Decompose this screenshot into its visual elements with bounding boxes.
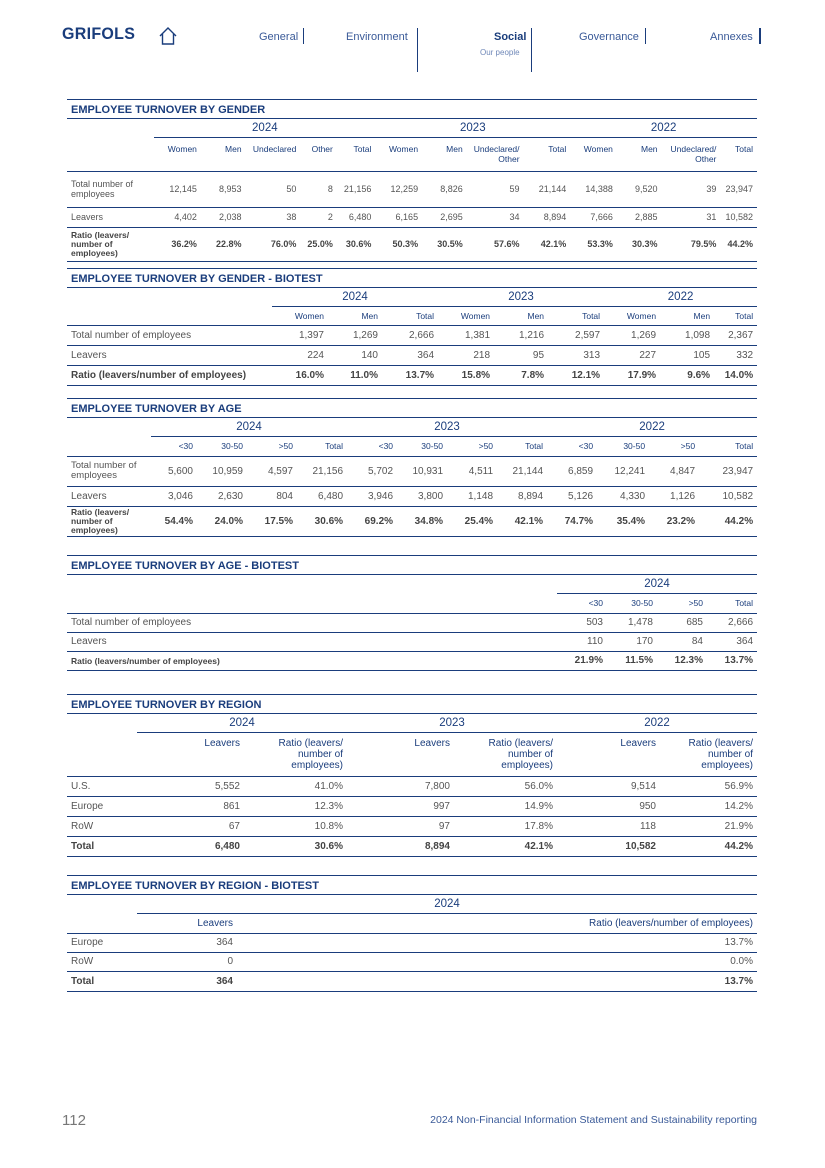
col-header: Women [272, 306, 328, 325]
cell: 21,144 [497, 456, 547, 486]
cell: 12,241 [597, 456, 649, 486]
nav-general[interactable]: General [259, 31, 299, 43]
table-row [67, 486, 757, 506]
cell: 313 [548, 345, 604, 365]
col-header: <30 [347, 436, 397, 456]
cell: 30.6% [244, 836, 347, 856]
year-header: 2024 [557, 575, 757, 593]
cell: 13.7% [382, 365, 438, 385]
footer-title: 2024 Non-Financial Information Statement and Sustainability reporting [430, 1114, 757, 1126]
cell: 56.0% [454, 776, 557, 796]
col-header: <30 [151, 436, 197, 456]
col-header: 30-50 [197, 436, 247, 456]
cell: 1,126 [649, 486, 699, 506]
row-label: Ratio (leavers/number of employees) [67, 651, 557, 670]
cell: 6,859 [547, 456, 597, 486]
cell: 21,156 [337, 171, 376, 207]
cell: 685 [657, 613, 707, 632]
cell: 14.0% [714, 365, 757, 385]
cell: 9,514 [557, 776, 660, 796]
cell: 2,695 [422, 207, 467, 227]
grifols-logo[interactable]: GRIFOLS [62, 25, 136, 44]
cell: 0.0% [237, 952, 757, 971]
row-label: RoW [67, 952, 137, 971]
cell: 4,597 [247, 456, 297, 486]
cell: 12,259 [375, 171, 422, 207]
col-header: Ratio (leavers/ number of employees) [454, 732, 557, 776]
nav-separator [417, 28, 418, 72]
region-biotest-table [67, 895, 757, 992]
section-turnover-gender [67, 99, 757, 262]
year-header: 2024 [137, 714, 347, 732]
year-header: 2022 [547, 418, 757, 436]
col-header: Total [707, 593, 757, 613]
year-header: 2023 [438, 288, 604, 306]
cell: 84 [657, 632, 707, 651]
cell: 25.0% [300, 227, 337, 261]
gender-biotest-table [67, 288, 757, 386]
table-row [67, 933, 757, 952]
cell: 0 [137, 952, 237, 971]
col-header: Men [422, 137, 467, 171]
cell: 13.7% [707, 651, 757, 670]
cell: 12.3% [657, 651, 707, 670]
cell: 30.6% [337, 227, 376, 261]
col-header: Total [382, 306, 438, 325]
home-icon[interactable] [158, 26, 178, 46]
table-row [67, 227, 757, 261]
section-title: EMPLOYEE TURNOVER BY REGION [67, 694, 757, 714]
cell: 861 [137, 796, 244, 816]
cell: 503 [557, 613, 607, 632]
cell: 4,330 [597, 486, 649, 506]
nav-social-sub[interactable]: Our people [480, 48, 520, 57]
section-turnover-region-biotest [67, 875, 757, 992]
table-row [67, 456, 757, 486]
year-header: 2023 [375, 119, 570, 137]
cell: 140 [328, 345, 382, 365]
cell: 364 [137, 933, 237, 952]
cell: 5,552 [137, 776, 244, 796]
section-title: EMPLOYEE TURNOVER BY GENDER - BIOTEST [67, 268, 757, 288]
cell: 14.2% [660, 796, 757, 816]
col-header: 30-50 [607, 593, 657, 613]
col-header: Men [660, 306, 714, 325]
cell: 10,582 [699, 486, 757, 506]
cell: 6,480 [337, 207, 376, 227]
col-header: <30 [547, 436, 597, 456]
row-label: Europe [67, 933, 137, 952]
cell: 2 [300, 207, 337, 227]
section-title: EMPLOYEE TURNOVER BY REGION - BIOTEST [67, 875, 757, 895]
cell: 30.3% [617, 227, 662, 261]
table-row [67, 207, 757, 227]
cell: 2,666 [707, 613, 757, 632]
cell: 364 [382, 345, 438, 365]
cell: 21.9% [557, 651, 607, 670]
cell: 41.0% [244, 776, 347, 796]
col-header: Leavers [137, 732, 244, 776]
page-header [0, 0, 825, 80]
table-row [67, 651, 757, 670]
col-header: >50 [247, 436, 297, 456]
cell: 69.2% [347, 506, 397, 536]
gender-table [67, 119, 757, 262]
cell: 74.7% [547, 506, 597, 536]
cell: 14,388 [570, 171, 617, 207]
cell: 24.0% [197, 506, 247, 536]
col-header: 30-50 [397, 436, 447, 456]
col-header: Total [497, 436, 547, 456]
year-header: 2023 [347, 418, 547, 436]
col-header: Leavers [137, 913, 237, 933]
cell: 1,381 [438, 325, 494, 345]
table-row [67, 816, 757, 836]
col-header: Ratio (leavers/ number of employees) [244, 732, 347, 776]
cell: 16.0% [272, 365, 328, 385]
table-row [67, 796, 757, 816]
cell: 76.0% [246, 227, 301, 261]
table-row [67, 632, 757, 651]
row-label: Ratio (leavers/ number of employees) [67, 506, 151, 536]
col-header: <30 [557, 593, 607, 613]
cell: 9,520 [617, 171, 662, 207]
nav-annexes[interactable]: Annexes [710, 31, 753, 43]
age-table [67, 418, 757, 537]
col-header: Other [300, 137, 337, 171]
col-header: Total [524, 137, 571, 171]
year-header: 2024 [272, 288, 438, 306]
cell: 1,269 [604, 325, 660, 345]
cell: 8,826 [422, 171, 467, 207]
cell: 34.8% [397, 506, 447, 536]
col-header: >50 [649, 436, 699, 456]
cell: 6,165 [375, 207, 422, 227]
row-label: Total [67, 971, 137, 991]
col-header: >50 [657, 593, 707, 613]
region-table [67, 714, 757, 857]
cell: 6,480 [297, 486, 347, 506]
row-label: Total number of employees [67, 171, 154, 207]
cell: 97 [347, 816, 454, 836]
col-header: Women [570, 137, 617, 171]
cell: 997 [347, 796, 454, 816]
cell: 42.1% [524, 227, 571, 261]
cell: 2,038 [201, 207, 246, 227]
cell: 2,367 [714, 325, 757, 345]
cell: 50.3% [375, 227, 422, 261]
table-row [67, 506, 757, 536]
cell: 17.9% [604, 365, 660, 385]
cell: 53.3% [570, 227, 617, 261]
row-label: Leavers [67, 345, 272, 365]
cell: 364 [707, 632, 757, 651]
cell: 12.3% [244, 796, 347, 816]
row-label: Leavers [67, 486, 151, 506]
cell: 30.6% [297, 506, 347, 536]
cell: 3,800 [397, 486, 447, 506]
row-label: Ratio (leavers/ number of employees) [67, 227, 154, 261]
cell: 39 [662, 171, 721, 207]
cell: 110 [557, 632, 607, 651]
cell: 224 [272, 345, 328, 365]
cell: 4,511 [447, 456, 497, 486]
col-header: Women [438, 306, 494, 325]
col-header: Men [617, 137, 662, 171]
cell: 1,148 [447, 486, 497, 506]
col-header: Leavers [347, 732, 454, 776]
col-header: Women [604, 306, 660, 325]
table-row [67, 613, 757, 632]
cell: 21.9% [660, 816, 757, 836]
col-header: Total [714, 306, 757, 325]
year-header: 2024 [137, 895, 757, 913]
cell: 12,145 [154, 171, 201, 207]
table-row [67, 836, 757, 856]
col-header: Total [297, 436, 347, 456]
nav-separator [759, 28, 761, 44]
cell: 1,478 [607, 613, 657, 632]
col-header: Women [375, 137, 422, 171]
row-label: Total number of employees [67, 613, 557, 632]
cell: 5,600 [151, 456, 197, 486]
table-row [67, 365, 757, 385]
section-turnover-gender-biotest [67, 268, 757, 386]
cell: 56.9% [660, 776, 757, 796]
col-header: Total [337, 137, 376, 171]
nav-governance[interactable]: Governance [579, 31, 639, 43]
cell: 3,946 [347, 486, 397, 506]
cell: 17.8% [454, 816, 557, 836]
row-label: Leavers [67, 632, 557, 651]
cell: 5,126 [547, 486, 597, 506]
table-row [67, 952, 757, 971]
col-header: Undeclared/ Other [467, 137, 524, 171]
cell: 36.2% [154, 227, 201, 261]
nav-separator [531, 28, 532, 72]
row-label: Total number of employees [67, 456, 151, 486]
cell: 118 [557, 816, 660, 836]
cell: 8,894 [347, 836, 454, 856]
cell: 44.2% [660, 836, 757, 856]
section-title: EMPLOYEE TURNOVER BY AGE [67, 398, 757, 418]
cell: 7,666 [570, 207, 617, 227]
cell: 15.8% [438, 365, 494, 385]
col-header: Leavers [557, 732, 660, 776]
col-header: Undeclared [246, 137, 301, 171]
cell: 79.5% [662, 227, 721, 261]
table-row [67, 325, 757, 345]
cell: 21,144 [524, 171, 571, 207]
cell: 22.8% [201, 227, 246, 261]
cell: 23,947 [699, 456, 757, 486]
cell: 11.5% [607, 651, 657, 670]
year-header: 2024 [151, 418, 347, 436]
cell: 4,402 [154, 207, 201, 227]
cell: 3,046 [151, 486, 197, 506]
col-header: Total [720, 137, 757, 171]
cell: 50 [246, 171, 301, 207]
cell: 804 [247, 486, 297, 506]
table-row [67, 776, 757, 796]
row-label: RoW [67, 816, 137, 836]
table-row [67, 971, 757, 991]
cell: 170 [607, 632, 657, 651]
cell: 42.1% [497, 506, 547, 536]
cell: 25.4% [447, 506, 497, 536]
cell: 1,216 [494, 325, 548, 345]
col-header: Men [494, 306, 548, 325]
cell: 31 [662, 207, 721, 227]
col-header: Total [699, 436, 757, 456]
cell: 44.2% [699, 506, 757, 536]
cell: 13.7% [237, 933, 757, 952]
col-header: Undeclared/ Other [662, 137, 721, 171]
row-label: Ratio (leavers/number of employees) [67, 365, 272, 385]
cell: 10,959 [197, 456, 247, 486]
cell: 10,582 [720, 207, 757, 227]
cell: 2,630 [197, 486, 247, 506]
cell: 10,931 [397, 456, 447, 486]
cell: 10,582 [557, 836, 660, 856]
cell: 21,156 [297, 456, 347, 486]
year-header: 2022 [604, 288, 757, 306]
row-label: Europe [67, 796, 137, 816]
cell: 95 [494, 345, 548, 365]
cell: 332 [714, 345, 757, 365]
cell: 1,269 [328, 325, 382, 345]
year-header: 2024 [154, 119, 375, 137]
section-turnover-age-biotest [67, 555, 757, 671]
col-header: Ratio (leavers/ number of employees) [660, 732, 757, 776]
cell: 105 [660, 345, 714, 365]
cell: 8,894 [524, 207, 571, 227]
col-header: >50 [447, 436, 497, 456]
cell: 59 [467, 171, 524, 207]
nav-separator [645, 28, 646, 44]
cell: 8,953 [201, 171, 246, 207]
cell: 1,098 [660, 325, 714, 345]
cell: 227 [604, 345, 660, 365]
cell: 23.2% [649, 506, 699, 536]
page-number: 112 [62, 1112, 86, 1129]
cell: 42.1% [454, 836, 557, 856]
cell: 17.5% [247, 506, 297, 536]
year-header: 2022 [570, 119, 757, 137]
cell: 5,702 [347, 456, 397, 486]
cell: 2,666 [382, 325, 438, 345]
section-title: EMPLOYEE TURNOVER BY AGE - BIOTEST [67, 555, 757, 575]
cell: 8 [300, 171, 337, 207]
col-header: Total [548, 306, 604, 325]
cell: 57.6% [467, 227, 524, 261]
col-header: Men [201, 137, 246, 171]
cell: 7.8% [494, 365, 548, 385]
row-label: Total [67, 836, 137, 856]
nav-separator [303, 28, 304, 44]
row-label: Total number of employees [67, 325, 272, 345]
cell: 218 [438, 345, 494, 365]
cell: 13.7% [237, 971, 757, 991]
cell: 30.5% [422, 227, 467, 261]
nav-social[interactable]: Social [494, 31, 527, 43]
col-header: Women [154, 137, 201, 171]
col-header: Ratio (leavers/number of employees) [237, 913, 757, 933]
section-turnover-age [67, 398, 757, 537]
cell: 14.9% [454, 796, 557, 816]
section-title: EMPLOYEE TURNOVER BY GENDER [67, 99, 757, 119]
nav-environment[interactable]: Environment [346, 31, 408, 43]
cell: 7,800 [347, 776, 454, 796]
age-biotest-table [67, 575, 757, 671]
cell: 10.8% [244, 816, 347, 836]
year-header: 2022 [557, 714, 757, 732]
table-row [67, 345, 757, 365]
row-label: U.S. [67, 776, 137, 796]
cell: 1,397 [272, 325, 328, 345]
cell: 67 [137, 816, 244, 836]
cell: 35.4% [597, 506, 649, 536]
cell: 950 [557, 796, 660, 816]
cell: 2,597 [548, 325, 604, 345]
cell: 34 [467, 207, 524, 227]
cell: 9.6% [660, 365, 714, 385]
cell: 4,847 [649, 456, 699, 486]
row-label: Leavers [67, 207, 154, 227]
cell: 23,947 [720, 171, 757, 207]
cell: 54.4% [151, 506, 197, 536]
cell: 38 [246, 207, 301, 227]
year-header: 2023 [347, 714, 557, 732]
cell: 8,894 [497, 486, 547, 506]
cell: 2,885 [617, 207, 662, 227]
cell: 44.2% [720, 227, 757, 261]
col-header: Men [328, 306, 382, 325]
cell: 11.0% [328, 365, 382, 385]
section-turnover-region [67, 694, 757, 857]
table-row [67, 171, 757, 207]
col-header: 30-50 [597, 436, 649, 456]
cell: 364 [137, 971, 237, 991]
cell: 6,480 [137, 836, 244, 856]
cell: 12.1% [548, 365, 604, 385]
